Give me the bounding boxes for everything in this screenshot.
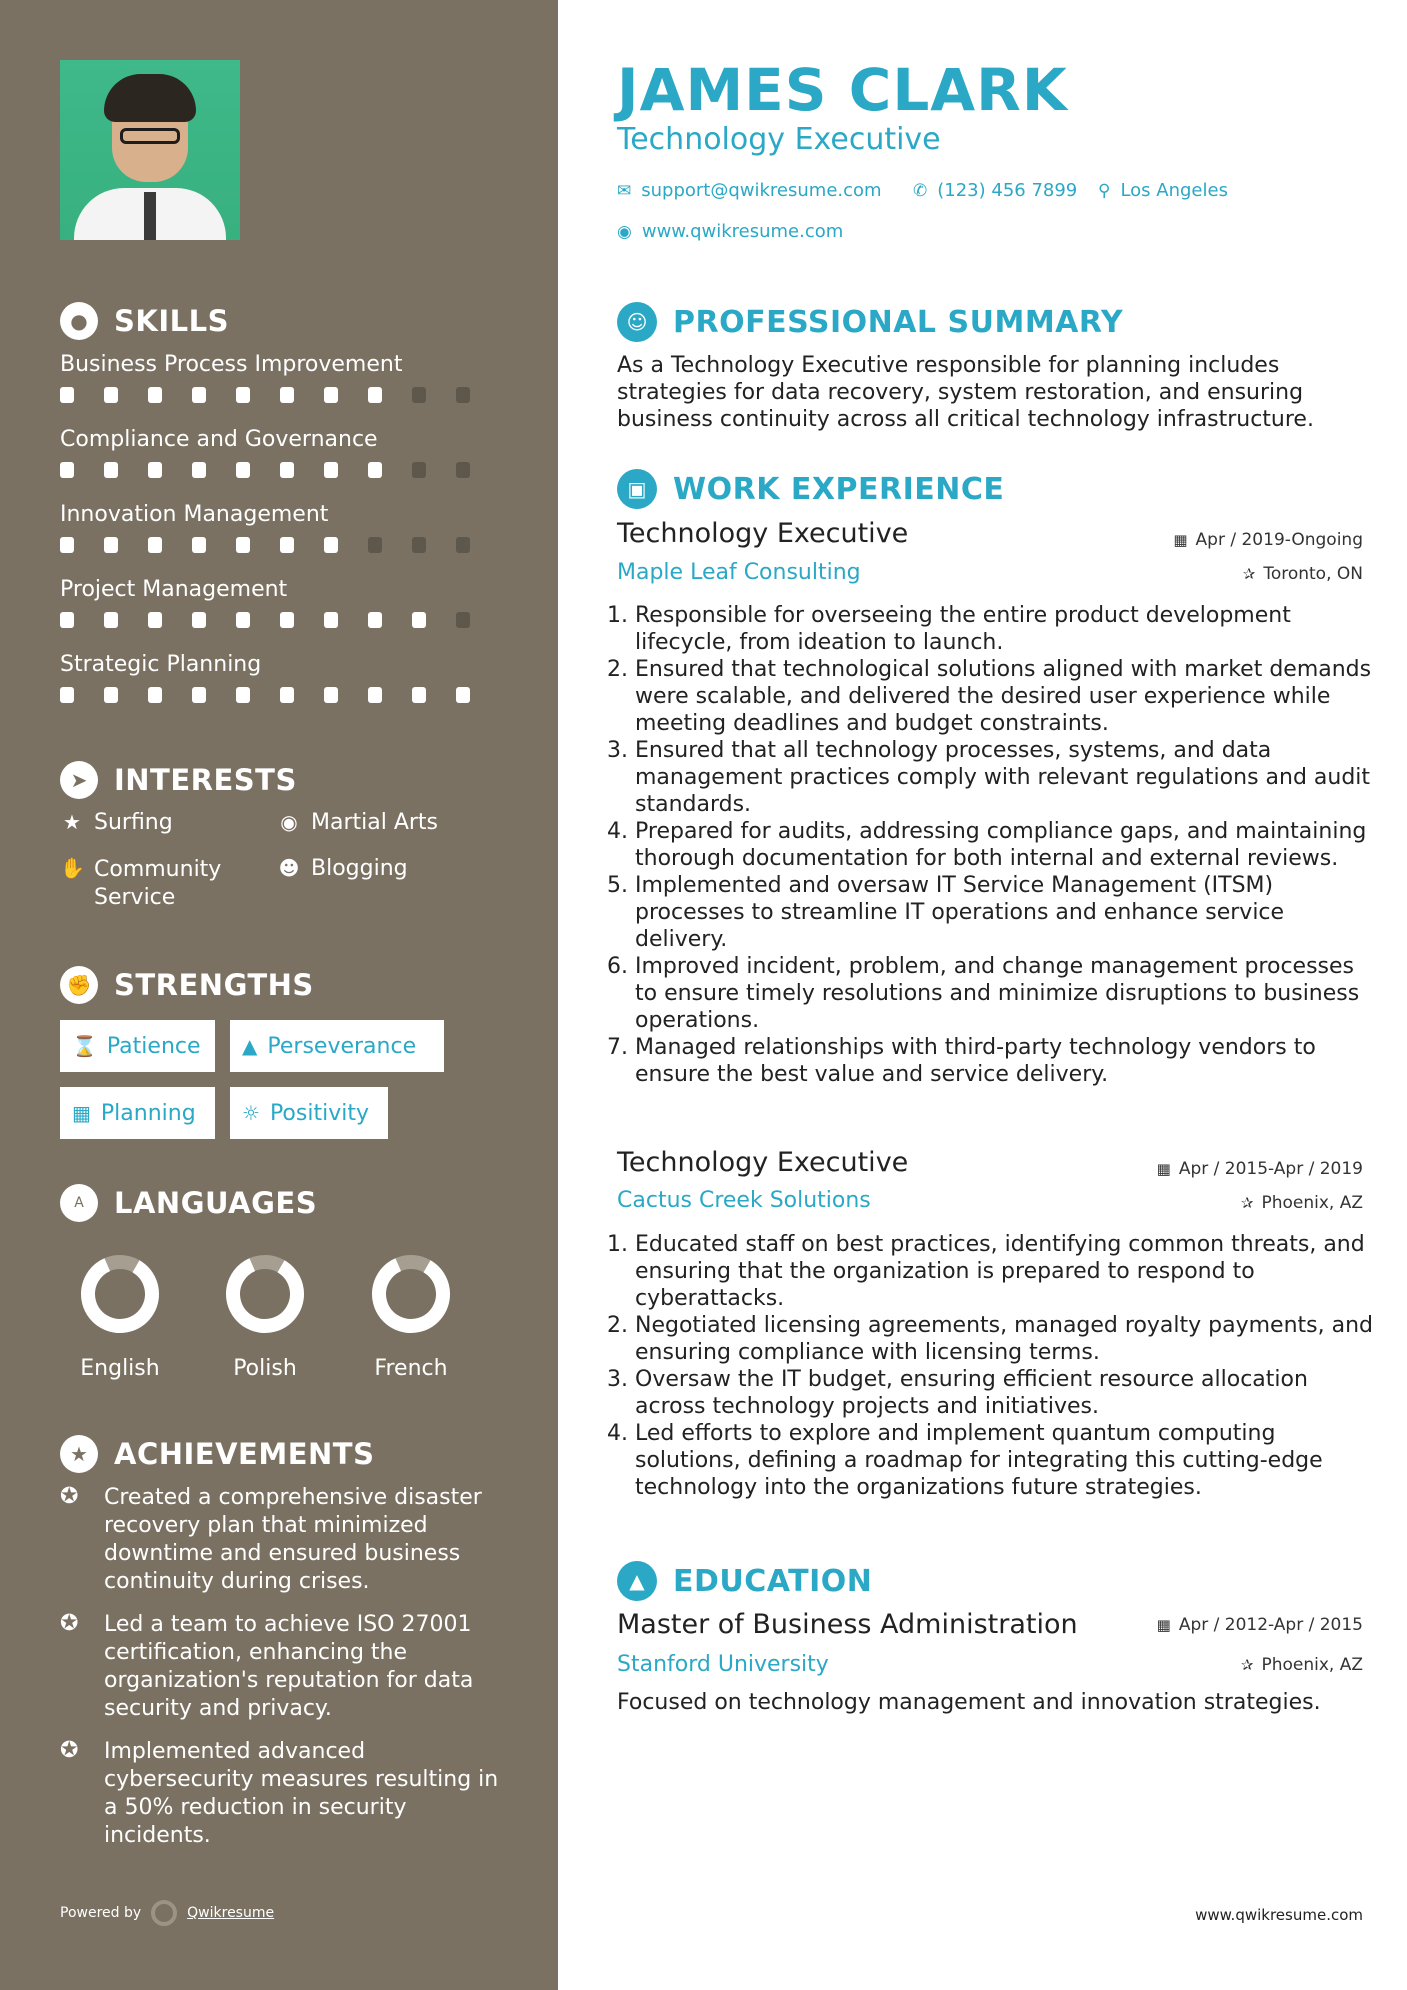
group-icon: ☻	[278, 856, 300, 880]
skills-title: SKILLS	[114, 304, 229, 338]
rating-dot	[236, 462, 250, 478]
rating-dot	[412, 387, 426, 403]
skill-rating	[60, 462, 500, 478]
hand-icon: ✋	[60, 856, 85, 880]
duty-item: 1. Educated staff on best practices, identifying common threats, and ensuring that the organization is prepared to respond to cyberattacks.	[635, 1231, 1375, 1312]
job-dates-text: Apr / 2019-Ongoing	[1195, 530, 1363, 550]
school-name: Stanford University	[617, 1652, 829, 1677]
rating-dot	[236, 387, 250, 403]
rating-dot	[368, 687, 382, 703]
language-item	[75, 1252, 165, 1381]
achievement-text: Created a comprehensive disaster recovery plan that minimized downtime and ensured business continuity during crises.	[104, 1485, 482, 1594]
interest-item	[60, 856, 260, 912]
language-item	[366, 1252, 456, 1381]
brand-link[interactable]: Qwikresume	[187, 1905, 275, 1921]
powered-by-label: Powered by	[60, 1905, 142, 1921]
job-company: Maple Leaf Consulting	[617, 560, 861, 585]
job-title: Technology Executive	[617, 1147, 909, 1178]
skill-item	[60, 427, 500, 478]
footer-url[interactable]: www.qwikresume.com	[1195, 1906, 1363, 1924]
star-badge-icon: ★	[60, 1435, 98, 1473]
hourglass-icon: ⌛	[72, 1034, 97, 1058]
achievement-text: Led a team to achieve ISO 27001 certification, enhancing the organization's reputation for data security and privacy.	[104, 1612, 474, 1721]
rating-dot	[104, 537, 118, 553]
candidate-name: JAMES CLARK	[617, 56, 1068, 124]
rating-dot	[456, 612, 470, 628]
rating-dot	[412, 462, 426, 478]
duty-item: 5. Implemented and oversaw IT Service Management (ITSM) processes to streamline IT operations and enhance service delivery.	[635, 872, 1375, 953]
rating-dot	[104, 612, 118, 628]
languages-header	[60, 1184, 317, 1222]
duty-item: 4. Prepared for audits, addressing compliance gaps, and maintaining thorough documentation for both internal and external reviews.	[635, 818, 1375, 872]
job-dates	[1157, 1159, 1363, 1179]
strength-badge	[60, 1087, 215, 1139]
qwikresume-logo-icon	[151, 1900, 177, 1926]
pushpin-icon: ✰	[1242, 565, 1256, 583]
strengths-title: STRENGTHS	[114, 968, 314, 1002]
language-label: Polish	[233, 1356, 297, 1381]
education-description: Focused on technology management and innovation strategies.	[617, 1690, 1321, 1715]
skill-rating	[60, 687, 500, 703]
skill-rating	[60, 612, 500, 628]
rating-dot	[60, 537, 74, 553]
language-label: French	[374, 1356, 448, 1381]
rating-dot	[104, 687, 118, 703]
language-label: English	[80, 1356, 160, 1381]
rating-dot	[280, 387, 294, 403]
rating-dot	[60, 687, 74, 703]
briefcase-icon: ▣	[617, 469, 657, 509]
strength-badge	[230, 1087, 388, 1139]
achievements-header	[60, 1435, 374, 1473]
rating-dot	[148, 387, 162, 403]
fist-icon: ✊	[60, 966, 98, 1004]
main-content	[558, 0, 1407, 1990]
rating-dot	[192, 387, 206, 403]
phone-icon: ✆	[913, 180, 928, 201]
shooting-star-icon: ✪	[60, 1484, 79, 1509]
translate-icon: A	[60, 1184, 98, 1222]
experience-header	[617, 469, 1004, 509]
contact-phone[interactable]	[913, 180, 1077, 201]
envelope-icon: ✉	[617, 180, 632, 201]
graduation-cap-icon: ▲	[617, 1561, 657, 1601]
shooting-star-icon: ✪	[60, 1738, 79, 1763]
skill-rating	[60, 387, 500, 403]
education-title: EDUCATION	[673, 1563, 873, 1599]
rating-dot	[412, 612, 426, 628]
website-text[interactable]: www.qwikresume.com	[641, 221, 844, 242]
summary-text: As a Technology Executive responsible for planning includes strategies for data recovery, system restoration, and ensuring business continuity across all critical technology infrastructure.	[617, 353, 1314, 432]
duty-item: 3. Ensured that all technology processes, systems, and data management practices comply with relevant regulations and audit standards.	[635, 737, 1375, 818]
skill-name: Project Management	[60, 577, 288, 602]
rating-dot	[192, 537, 206, 553]
location-text: Los Angeles	[1120, 180, 1228, 201]
language-ring	[78, 1252, 162, 1336]
rating-dot	[324, 612, 338, 628]
contact-website[interactable]	[617, 221, 843, 242]
people-icon: ▲	[242, 1034, 258, 1058]
rating-dot	[324, 537, 338, 553]
shooting-star-icon: ✪	[60, 1611, 79, 1636]
experience-title: WORK EXPERIENCE	[673, 471, 1005, 507]
sun-icon: ☼	[242, 1101, 260, 1125]
duty-item: 2. Negotiated licensing agreements, managed royalty payments, and ensuring compliance with licensing terms.	[635, 1312, 1375, 1366]
rating-dot	[148, 462, 162, 478]
photo-glasses	[120, 128, 180, 144]
calendar-icon: ▦	[1156, 1160, 1171, 1178]
rating-dot	[368, 537, 382, 553]
duty-item: 7. Managed relationships with third-party technology vendors to ensure the best value and service delivery.	[635, 1034, 1375, 1088]
skill-item	[60, 652, 500, 703]
rating-dot	[280, 687, 294, 703]
job-duties	[617, 1231, 1375, 1501]
rating-dot	[456, 537, 470, 553]
skill-item	[60, 502, 500, 553]
user-icon: ☺	[617, 302, 657, 342]
rating-dot	[456, 387, 470, 403]
profile-photo	[60, 60, 240, 240]
rating-dot	[456, 687, 470, 703]
rating-dot	[104, 462, 118, 478]
job-company: Cactus Creek Solutions	[617, 1188, 871, 1213]
job-dates-text: Apr / 2015-Apr / 2019	[1178, 1159, 1363, 1179]
interest-label: Martial Arts	[311, 810, 439, 835]
star-icon: ★	[63, 810, 81, 834]
education-location	[1241, 1655, 1363, 1675]
globe-icon: ◉	[280, 810, 298, 834]
achievement-item	[60, 1738, 510, 1850]
duty-item: 4. Led efforts to explore and implement quantum computing solutions, defining a roadmap for integrating this cutting-edge technology into the organizations future strategies.	[635, 1420, 1375, 1501]
calendar-icon: ▦	[1156, 1616, 1171, 1634]
contact-location	[1098, 180, 1228, 201]
duty-item: 2. Ensured that technological solutions aligned with market demands were scalable, and delivered the desired user experience while meeting deadlines and budget constraints.	[635, 656, 1375, 737]
interest-item	[277, 810, 438, 835]
calendar-icon: ▦	[72, 1101, 91, 1125]
language-ring	[369, 1252, 453, 1336]
calendar-icon: ▦	[1173, 531, 1188, 549]
powered-by	[60, 1900, 274, 1926]
rating-dot	[192, 462, 206, 478]
rating-dot	[236, 612, 250, 628]
interest-label: Blogging	[311, 856, 408, 881]
rating-dot	[192, 612, 206, 628]
rating-dot	[236, 687, 250, 703]
rating-dot	[280, 537, 294, 553]
paper-plane-icon: ➤	[60, 761, 98, 799]
photo-hair	[104, 74, 196, 122]
pushpin-icon: ✰	[1240, 1194, 1254, 1212]
achievement-item	[60, 1611, 510, 1723]
skill-name: Business Process Improvement	[60, 352, 403, 377]
contact-email[interactable]	[617, 180, 882, 201]
strength-badge	[60, 1020, 215, 1072]
interest-item	[277, 856, 408, 881]
strength-label: Planning	[100, 1100, 196, 1126]
interest-label: Surfing	[94, 810, 173, 835]
globe-icon: ◉	[617, 221, 632, 242]
rating-dot	[236, 537, 250, 553]
sidebar	[0, 0, 558, 1990]
achievements-title: ACHIEVEMENTS	[114, 1437, 375, 1471]
strength-label: Perseverance	[267, 1033, 417, 1059]
duty-item: 3. Oversaw the IT budget, ensuring efficient resource allocation across technology projects and initiatives.	[635, 1366, 1375, 1420]
rating-dot	[148, 612, 162, 628]
rating-dot	[368, 462, 382, 478]
achievement-text: Implemented advanced cybersecurity measures resulting in a 50% reduction in security incidents.	[104, 1739, 499, 1848]
lightbulb-icon: ●	[60, 302, 98, 340]
strength-badge	[230, 1020, 444, 1072]
strength-label: Positivity	[269, 1100, 369, 1126]
summary-title: PROFESSIONAL SUMMARY	[673, 304, 1124, 340]
photo-tie	[144, 192, 156, 240]
rating-dot	[368, 387, 382, 403]
strength-label: Patience	[106, 1033, 201, 1059]
rating-dot	[148, 537, 162, 553]
duty-item: 6. Improved incident, problem, and change management processes to ensure timely resolutions and minimize disruptions to business operations.	[635, 953, 1375, 1034]
interest-item	[60, 810, 173, 835]
languages-title: LANGUAGES	[114, 1186, 318, 1220]
rating-dot	[104, 387, 118, 403]
education-dates	[1157, 1615, 1363, 1635]
duty-item: 1. Responsible for overseeing the entire product development lifecycle, from ideation to launch.	[635, 602, 1375, 656]
rating-dot	[192, 687, 206, 703]
job-location-text: Phoenix, AZ	[1261, 1193, 1363, 1213]
skills-header	[60, 302, 229, 340]
job-title: Technology Executive	[617, 518, 909, 549]
job-location	[1243, 564, 1363, 584]
strengths-header	[60, 966, 314, 1004]
rating-dot	[368, 612, 382, 628]
rating-dot	[280, 462, 294, 478]
summary-header	[617, 302, 1123, 342]
map-pin-icon: ⚲	[1098, 180, 1111, 201]
skill-name: Innovation Management	[60, 502, 329, 527]
interests-title: INTERESTS	[114, 763, 297, 797]
rating-dot	[148, 687, 162, 703]
interests-header	[60, 761, 297, 799]
rating-dot	[324, 462, 338, 478]
job-duties	[617, 602, 1375, 1088]
rating-dot	[324, 687, 338, 703]
degree-title: Master of Business Administration	[617, 1609, 1078, 1640]
language-item	[220, 1252, 310, 1381]
job-location	[1241, 1193, 1363, 1213]
achievement-item	[60, 1484, 510, 1596]
rating-dot	[324, 387, 338, 403]
job-dates	[1173, 530, 1363, 550]
skill-name: Strategic Planning	[60, 652, 262, 677]
skill-item	[60, 352, 500, 403]
skill-rating	[60, 537, 500, 553]
rating-dot	[60, 612, 74, 628]
skill-item	[60, 577, 500, 628]
pushpin-icon: ✰	[1240, 1656, 1254, 1674]
language-ring	[223, 1252, 307, 1336]
rating-dot	[280, 612, 294, 628]
education-dates-text: Apr / 2012-Apr / 2015	[1178, 1615, 1363, 1635]
rating-dot	[412, 537, 426, 553]
job-location-text: Toronto, ON	[1263, 564, 1363, 584]
skill-name: Compliance and Governance	[60, 427, 378, 452]
email-text[interactable]: support@qwikresume.com	[641, 180, 882, 201]
rating-dot	[456, 462, 470, 478]
education-location-text: Phoenix, AZ	[1261, 1655, 1363, 1675]
interest-label: Community Service	[94, 857, 222, 910]
rating-dot	[60, 387, 74, 403]
phone-text[interactable]: (123) 456 7899	[937, 180, 1078, 201]
education-header	[617, 1561, 872, 1601]
rating-dot	[412, 687, 426, 703]
candidate-role: Technology Executive	[617, 122, 941, 157]
rating-dot	[60, 462, 74, 478]
